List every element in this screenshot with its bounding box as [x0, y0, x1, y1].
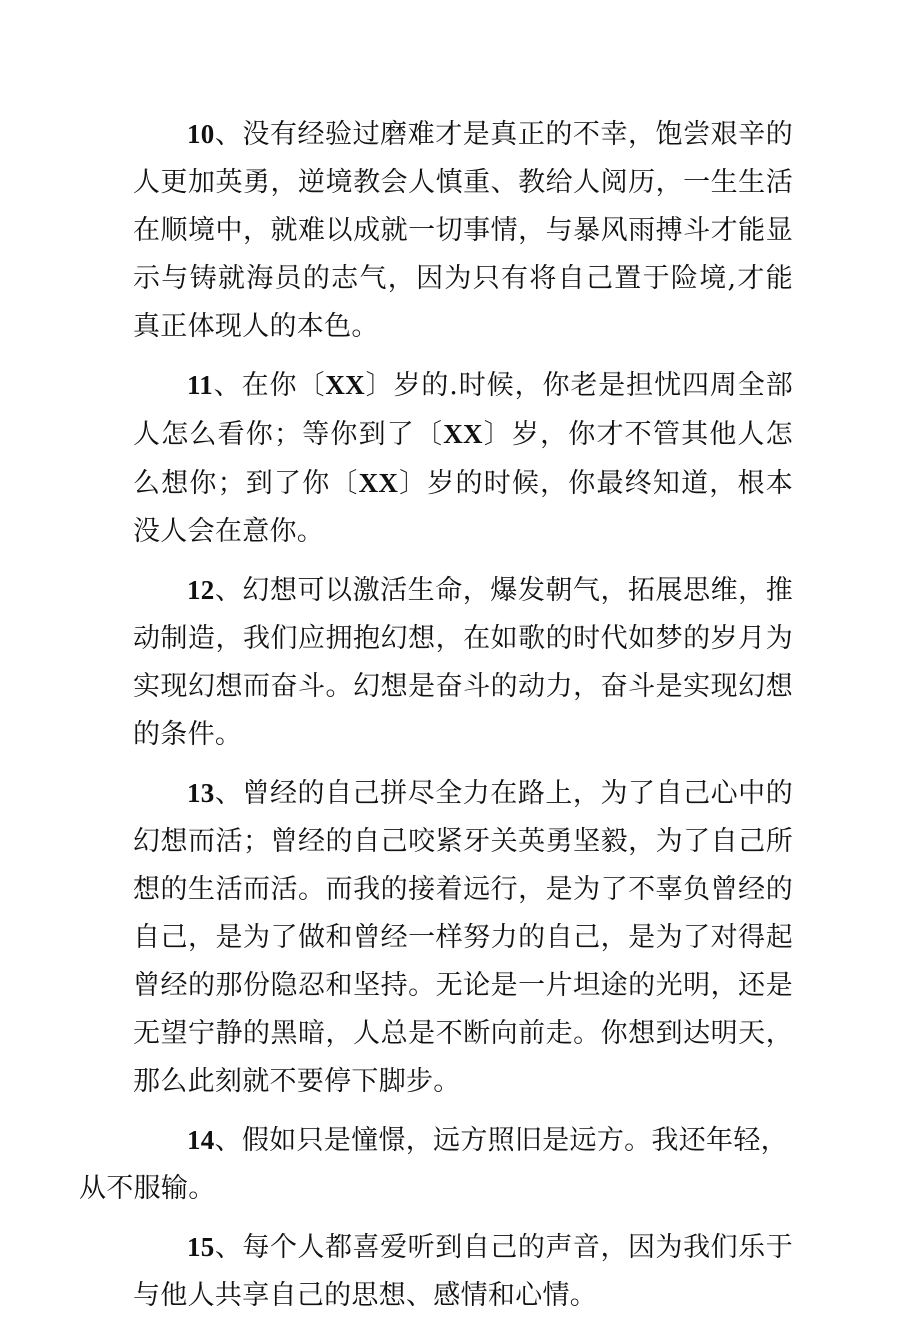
paragraph-number: 12 [187, 575, 215, 605]
placeholder-xx: XX [358, 468, 399, 498]
paragraph-separator: 、 [214, 119, 243, 150]
paragraph-text: 幻想可以激活生命，爆发朝气，拓展思维，推动制造，我们应拥抱幻想，在如歌的时代如梦的岁月为实现幻想而奋斗。幻想是奋斗的动力，奋斗是实现幻想的条件。 [133, 575, 793, 750]
document-body [79, 110, 793, 1330]
paragraph-text: 〕岁，你才不管其他人怎么想你；到了你〔 [133, 419, 793, 499]
paragraph-text: 没有经验过磨难才是真正的不幸，饱尝艰辛的人更加英勇，逆境教会人慎重、教给人阅历，一生生活在顺境中，就难以成就一切事情，与暴风雨搏斗才能显示与铸就海员的志气，因为只有将自己置于险境,才能真正体现人的本色。 [133, 119, 793, 342]
placeholder-xx: XX [443, 419, 483, 449]
paragraph-14 [79, 1116, 793, 1213]
paragraph-text: 假如只是憧憬，远方照旧是远方。我还年轻， [241, 1125, 788, 1156]
paragraph-12 [133, 566, 793, 759]
paragraph-number: 10 [187, 119, 215, 149]
paragraph-10 [133, 110, 793, 351]
paragraph-text: 〕岁的时候，你最终知道，根本没人会在意你。 [133, 468, 793, 547]
paragraph-text: 曾经的自己拼尽全力在路上，为了自己心中的幻想而活；曾经的自己咬紧牙关英勇坚毅，为了自己所想的生活而活。而我的接着远行，是为了不辜负曾经的自己，是为了做和曾经一样努力的自己，是为了对得起曾经的那份隐忍和坚持。无论是一片坦途的光明，还是无望宁静的黑暗，人总是不断向前走。你想到达明天，那么此刻就不要停下脚步。 [133, 778, 793, 1097]
paragraph-11 [133, 361, 793, 556]
paragraph-number: 14 [187, 1125, 215, 1155]
paragraph-line [133, 1116, 793, 1165]
paragraph-text: 从不服输。 [79, 1173, 216, 1204]
paragraph-13 [133, 769, 793, 1106]
paragraph-text: 〕岁的.时候，你老是担忧四周全部人怎么看你；等你到了〔 [133, 370, 793, 450]
paragraph-text: 每个人都喜爱听到自己的声音，因为我们乐于与他人共享自己的思想、感情和心情。 [133, 1232, 793, 1311]
paragraph-number: 15 [187, 1232, 215, 1262]
placeholder-xx: XX [325, 370, 365, 400]
paragraph-separator: 、 [214, 1125, 242, 1156]
paragraph-separator: 、 [213, 370, 242, 401]
paragraph-number: 13 [187, 778, 215, 808]
paragraph-number: 11 [187, 370, 214, 400]
paragraph-text: 在你〔 [241, 370, 326, 401]
paragraph-separator: 、 [214, 575, 243, 606]
paragraph-separator: 、 [214, 778, 243, 809]
paragraph-separator: 、 [214, 1232, 243, 1263]
paragraph-15 [133, 1223, 793, 1320]
